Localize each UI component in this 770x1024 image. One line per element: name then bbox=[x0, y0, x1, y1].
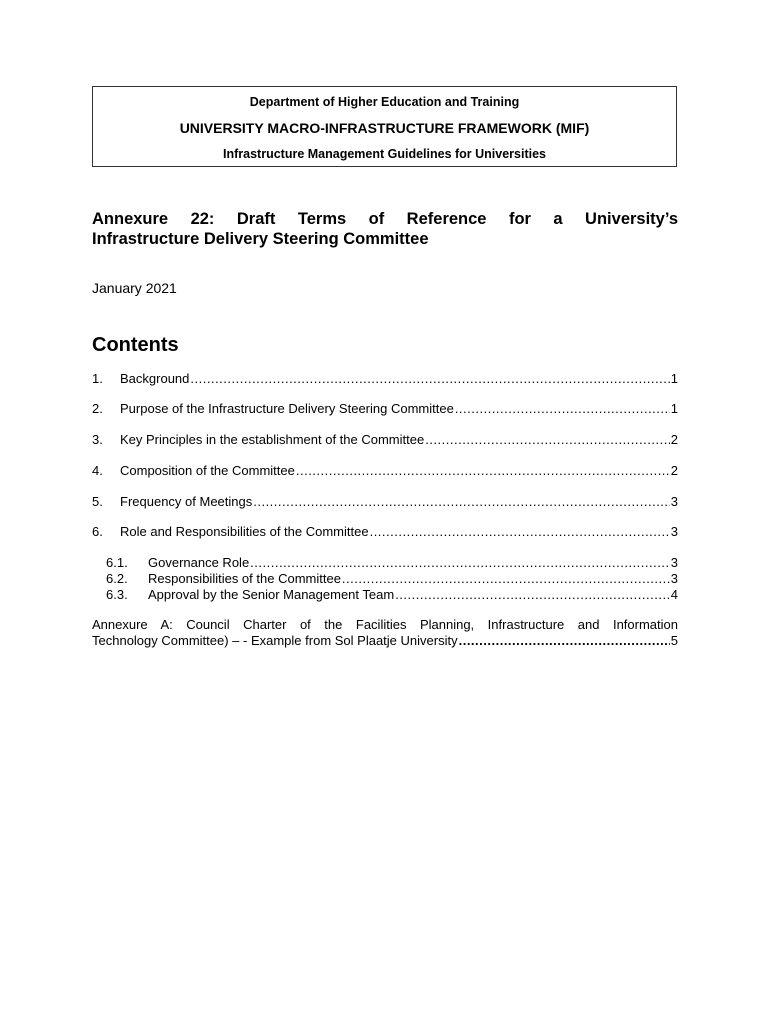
toc-number: 4. bbox=[92, 463, 103, 478]
toc-label: Governance Role bbox=[148, 555, 250, 570]
toc-label: Frequency of Meetings bbox=[120, 494, 253, 509]
toc-leader-dots bbox=[296, 463, 670, 479]
toc-page-number: 3 bbox=[670, 571, 678, 586]
toc-number: 1. bbox=[92, 371, 103, 386]
toc-leader-dots bbox=[455, 401, 670, 417]
toc-leader-dots bbox=[342, 571, 670, 587]
toc-label: Purpose of the Infrastructure Delivery Steering Committee bbox=[120, 401, 454, 416]
toc-leader-dots bbox=[370, 524, 670, 540]
toc-label: Role and Responsibilities of the Committee bbox=[120, 524, 369, 539]
toc-leader-dots bbox=[425, 432, 670, 448]
toc-number: 6.1. bbox=[106, 555, 128, 570]
toc-number: 3. bbox=[92, 432, 103, 447]
toc-page-number: 5 bbox=[670, 633, 678, 648]
toc-entry-purpose[interactable] bbox=[92, 401, 678, 417]
department-name: Department of Higher Education and Training bbox=[249, 95, 520, 109]
toc-label: Key Principles in the establishment of the Committee bbox=[120, 432, 425, 447]
toc-leader-dots bbox=[253, 494, 670, 510]
annexure-a-line2-row bbox=[92, 633, 678, 649]
toc-entry-key-principles[interactable] bbox=[92, 432, 678, 448]
toc-entry-background[interactable] bbox=[92, 371, 678, 387]
annexure-a-line1: Annexure A: Council Charter of the Facilities Planning, Infrastructure and Information bbox=[92, 617, 678, 632]
contents-heading: Contents bbox=[92, 334, 179, 356]
toc-page-number: 2 bbox=[670, 432, 678, 447]
toc-leader-dots bbox=[190, 371, 669, 387]
toc-number: 2. bbox=[92, 401, 103, 416]
toc-label: Background bbox=[120, 371, 190, 386]
toc-entry-frequency[interactable] bbox=[92, 494, 678, 510]
toc-number: 6.2. bbox=[106, 571, 128, 586]
document-date: January 2021 bbox=[92, 280, 177, 296]
annex-title bbox=[92, 209, 678, 249]
toc-label: Approval by the Senior Management Team bbox=[148, 587, 395, 602]
toc-entry-responsibilities[interactable] bbox=[106, 571, 678, 587]
toc-entry-annexure-a[interactable] bbox=[92, 617, 678, 649]
toc-number: 6.3. bbox=[106, 587, 128, 602]
toc-page-number: 4 bbox=[670, 587, 678, 602]
toc-page-number: 1 bbox=[670, 401, 678, 416]
toc-number: 6. bbox=[92, 524, 103, 539]
framework-title: UNIVERSITY MACRO-INFRASTRUCTURE FRAMEWORK (MIF) bbox=[179, 120, 590, 136]
toc-label: Responsibilities of the Committee bbox=[148, 571, 341, 586]
toc-page-number: 3 bbox=[670, 524, 678, 539]
guidelines-subtitle: Infrastructure Management Guidelines for Universities bbox=[223, 147, 546, 161]
toc-page-number: 3 bbox=[670, 494, 678, 509]
annex-title-line2: Infrastructure Delivery Steering Committee bbox=[92, 230, 429, 248]
toc-page-number: 2 bbox=[670, 463, 678, 478]
toc-leader-dots bbox=[459, 633, 670, 649]
toc-entry-composition[interactable] bbox=[92, 463, 678, 479]
toc-entry-role[interactable] bbox=[92, 524, 678, 540]
annex-title-line1: Annexure 22: Draft Terms of Reference for a University’s bbox=[92, 210, 678, 228]
toc-page-number: 3 bbox=[670, 555, 678, 570]
toc-entry-approval[interactable] bbox=[106, 587, 678, 603]
toc-page-number: 1 bbox=[670, 371, 678, 386]
toc-leader-dots bbox=[395, 587, 670, 603]
annexure-a-line2: Technology Committee) – - Example from Sol Plaatje University bbox=[92, 633, 458, 648]
toc-leader-dots bbox=[250, 555, 670, 571]
toc-label: Composition of the Committee bbox=[120, 463, 295, 478]
toc-entry-governance-role[interactable] bbox=[106, 555, 678, 571]
header-box bbox=[92, 86, 677, 167]
toc-number: 5. bbox=[92, 494, 103, 509]
